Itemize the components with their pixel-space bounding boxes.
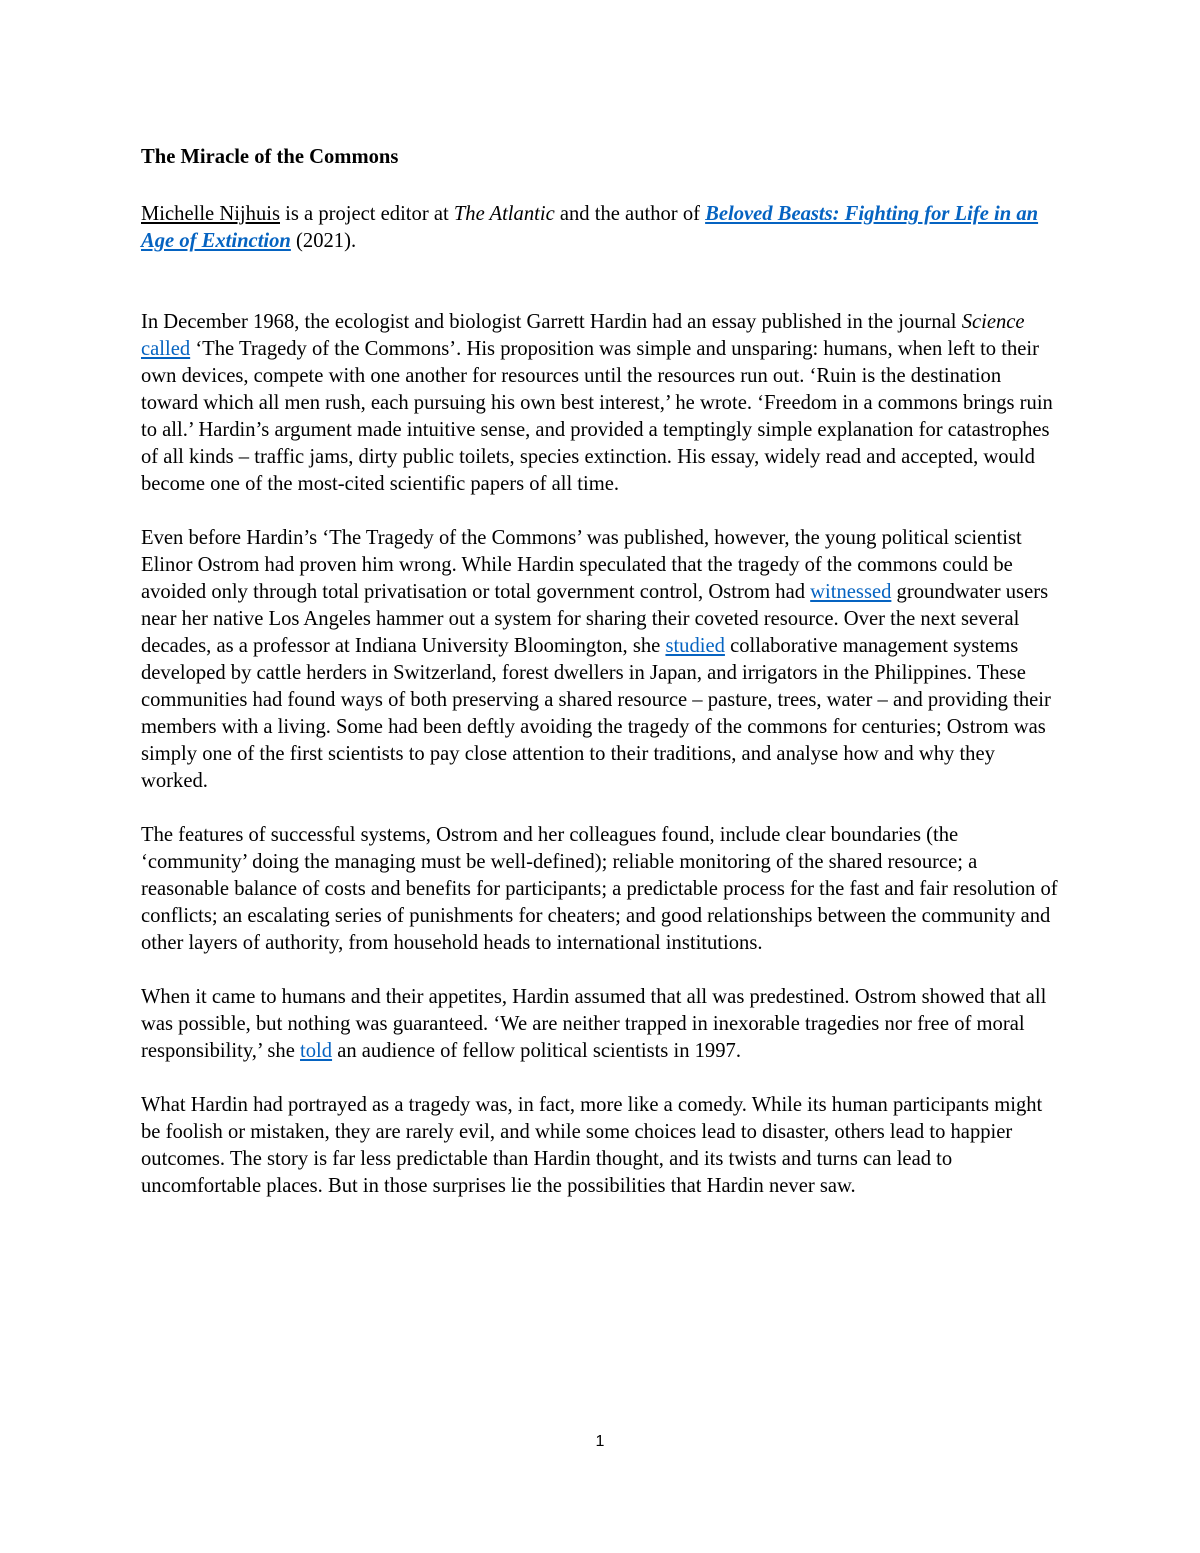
byline-text: and the author of — [554, 203, 706, 225]
paragraph-text: ‘The Tragedy of the Commons’. His proposition was simple and unsparing: humans, when left to their own devices, compete with one another for resources until the resources run out. ‘Ruin is the destination toward which all men rush, each pursuing his own best interest,’ he wrote. ‘Freedom in a commons brings ruin to all.’ Hardin’s argument made intuitive sense, and provided a temptingly simple explanation for catastrophes of all kinds – traffic jams, dirty public toilets, species extinction. His essay, widely read and accepted, would become one of the most-cited scientific papers of all time. — [141, 338, 1053, 495]
called-link[interactable]: called — [141, 338, 191, 360]
witnessed-link[interactable]: witnessed — [810, 581, 892, 603]
paragraph-3: The features of successful systems, Ostrom and her colleagues found, include clear boundaries (the ‘community’ doing the managing must be well-defined); reliable monitoring of the shared resource; a reasonable balance of costs and benefits for participants; a predictable process for the fast and fair resolution of conflicts; an escalating series of punishments for cheaters; and good relationships between the community and other layers of authority, from household heads to international institutions. — [141, 824, 1058, 954]
paragraph-text: Even before Hardin’s ‘The Tragedy of the Commons’ was published, however, the young political scientist Elinor Ostrom had proven him wrong. While Hardin speculated that the tragedy of the commons could be avoided only through total privatisation or total government control, Ostrom had — [141, 527, 1022, 603]
author-name-link[interactable]: Michelle Nijhuis — [141, 203, 280, 225]
publication-name: The Atlantic — [453, 203, 555, 225]
studied-link[interactable]: studied — [665, 635, 725, 657]
page-number: 1 — [595, 1433, 605, 1450]
byline-text: is a project editor at — [280, 203, 454, 225]
paragraph-2 — [141, 525, 1061, 795]
author-byline — [141, 201, 1061, 255]
told-link[interactable]: told — [300, 1040, 333, 1062]
byline-text: (2021). — [290, 230, 357, 252]
paragraph-text: groundwater users near her native Los Angeles hammer out a system for sharing their coveted resource. Over the next several decades, as a professor at Indiana University Bloomington, she — [141, 581, 1049, 657]
document-body — [141, 140, 1061, 1227]
paragraph-4 — [141, 984, 1061, 1065]
journal-name: Science — [961, 311, 1025, 333]
paragraph-text: an audience of fellow political scientists in 1997. — [332, 1040, 741, 1062]
document-title: The Miracle of the Commons — [141, 146, 399, 168]
paragraph-text: When it came to humans and their appetites, Hardin assumed that all was predestined. Ostrom showed that all was possible, but nothing was guaranteed. ‘We are neither trapped in inexorable tragedies nor free of moral responsibility,’ she — [141, 986, 1047, 1062]
book-title-link[interactable]: Beloved Beasts: Fighting for Life in an Age of Extinction — [141, 203, 1039, 252]
paragraph-text: In December 1968, the ecologist and biologist Garrett Hardin had an essay published in the journal — [141, 311, 962, 333]
paragraph-5: What Hardin had portrayed as a tragedy was, in fact, more like a comedy. While its human participants might be foolish or mistaken, they are rarely evil, and while some choices lead to disaster, others lead to happier outcomes. The story is far less predictable than Hardin thought, and its twists and turns can lead to uncomfortable places. But in those surprises lie the possibilities that Hardin never saw. — [141, 1094, 1043, 1197]
paragraph-1 — [141, 309, 1061, 498]
paragraph-text: collaborative management systems developed by cattle herders in Switzerland, forest dwellers in Japan, and irrigators in the Philippines. These communities had found ways of both preserving a shared resource – pasture, trees, water – and providing their members with a living. Some had been deftly avoiding the tragedy of the commons for centuries; Ostrom was simply one of the first scientists to pay close attention to their traditions, and analyse how and why they worked. — [141, 635, 1051, 792]
